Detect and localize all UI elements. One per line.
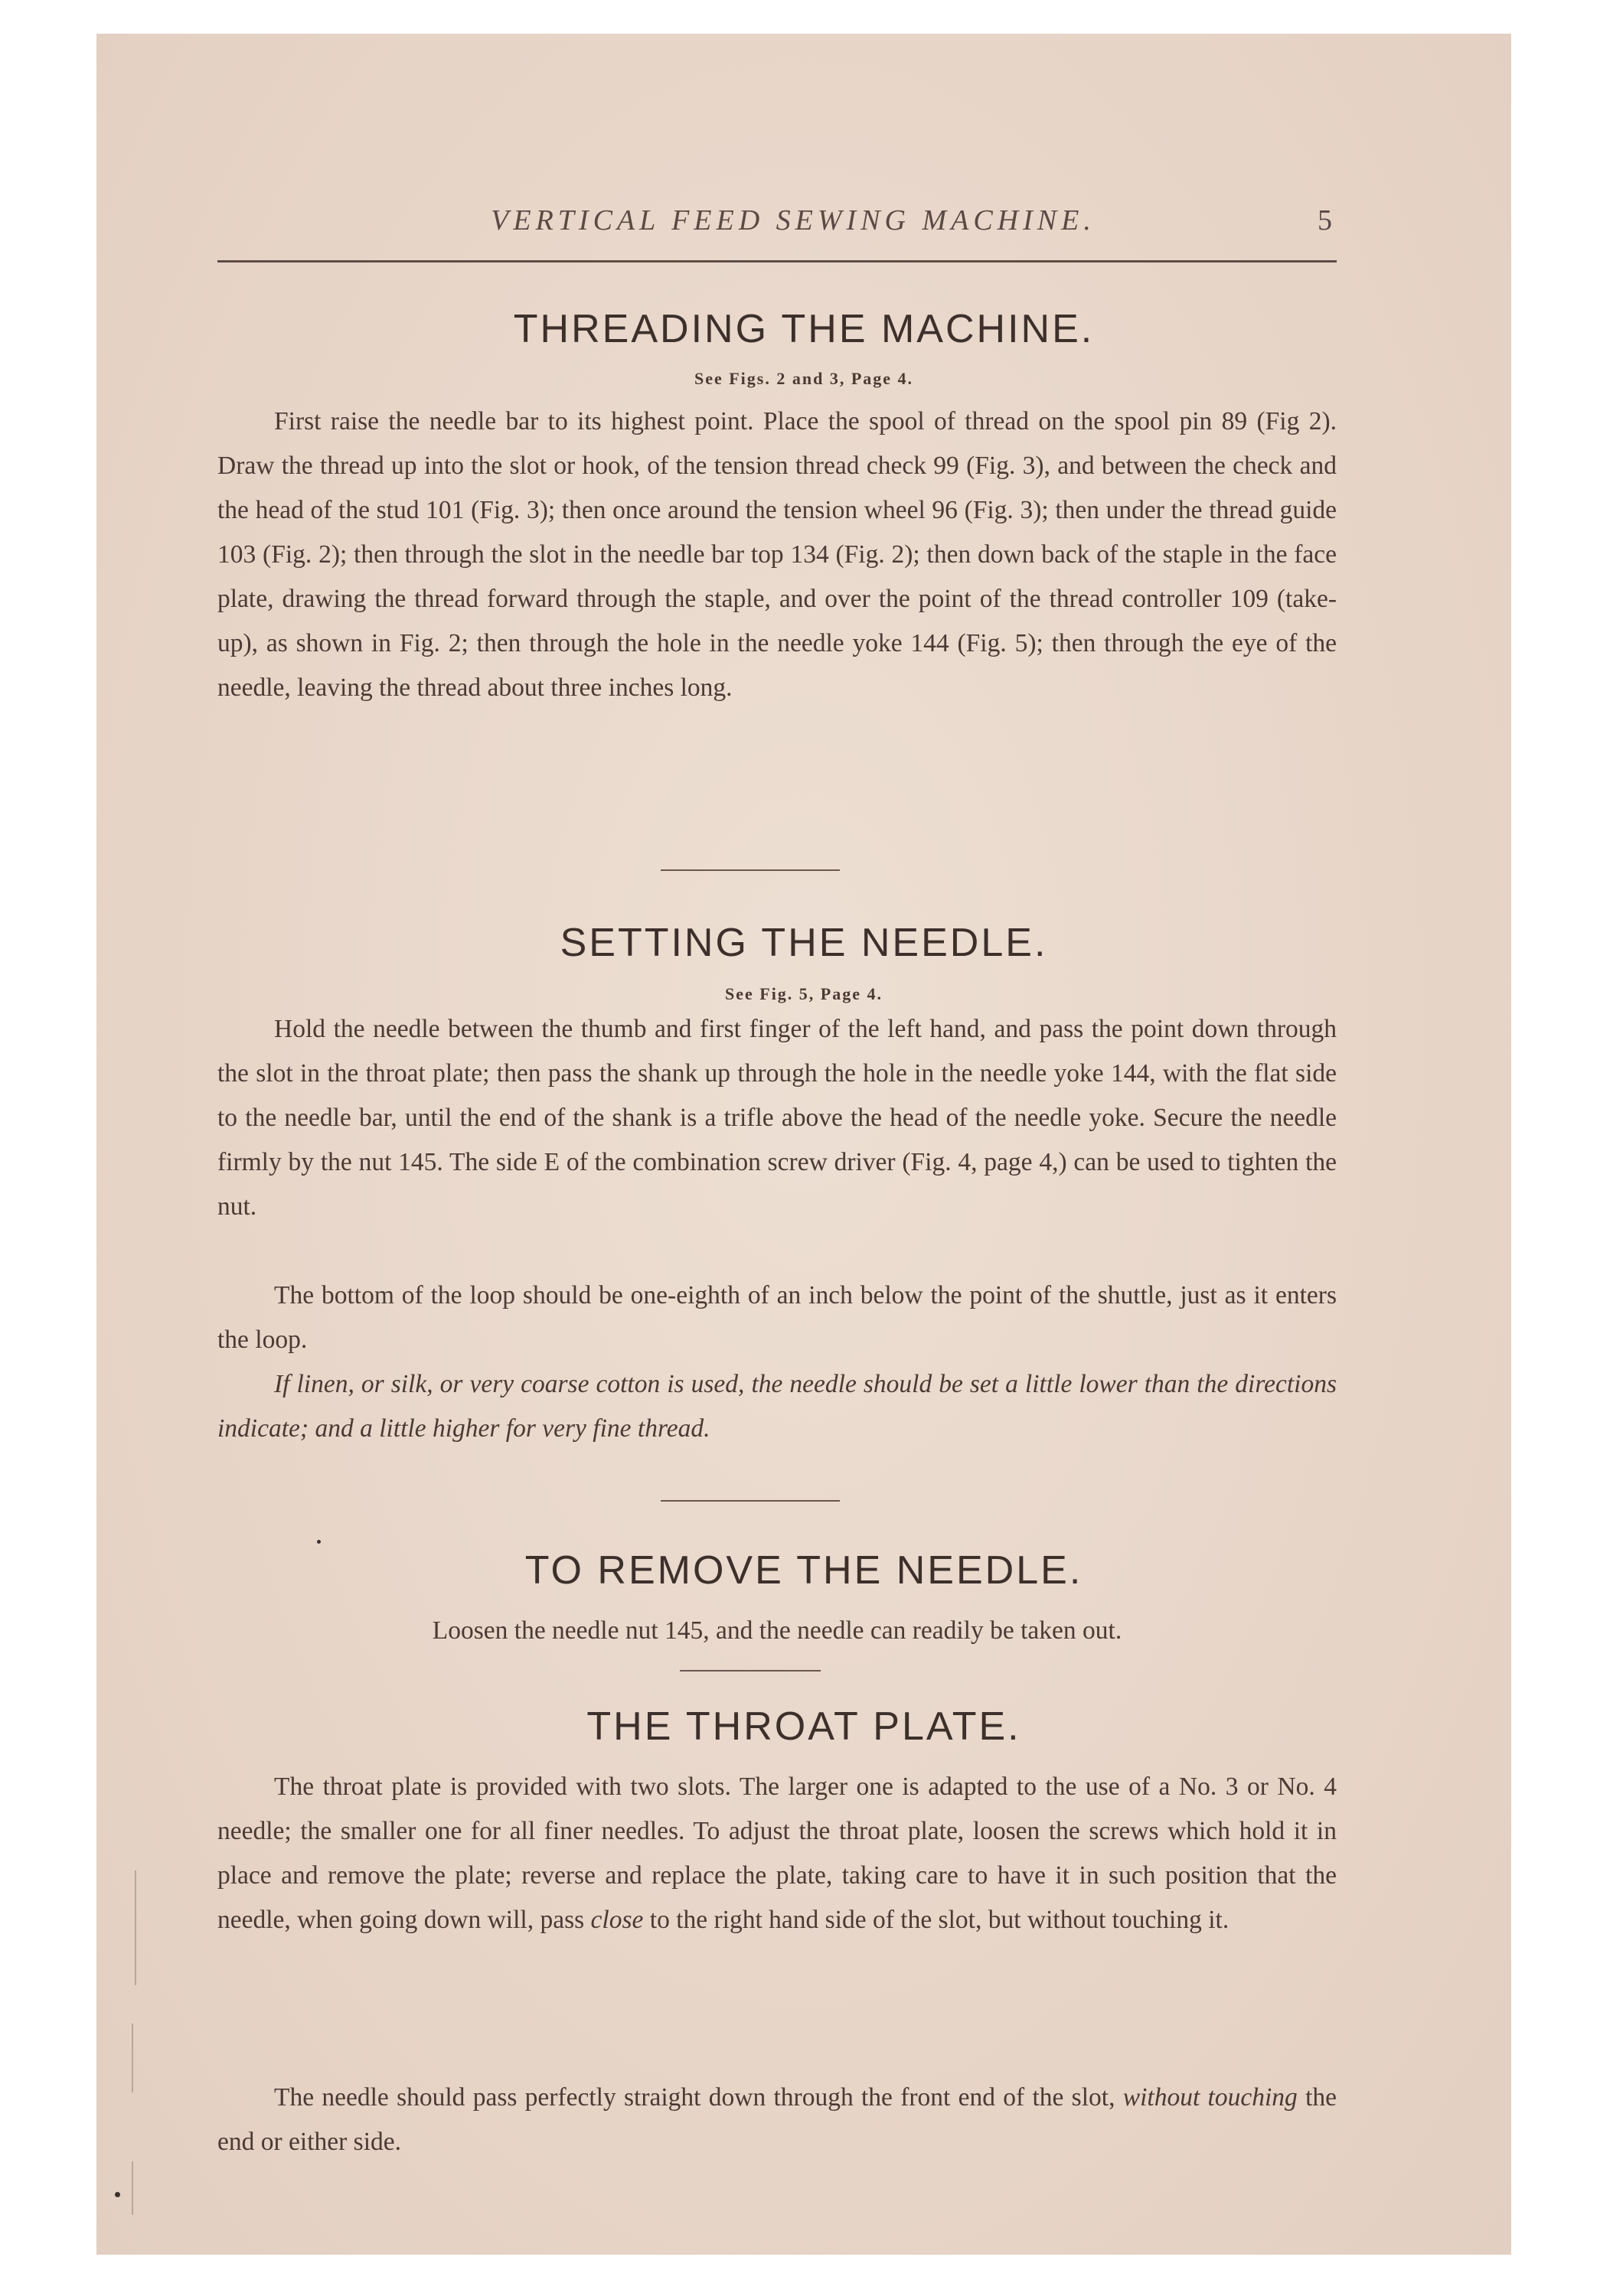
paragraph-throat-plate	[217, 1765, 1337, 1942]
page-number: 5	[1318, 204, 1332, 236]
ink-speck	[115, 2192, 120, 2197]
margin-mark	[135, 1870, 136, 1985]
throat-text-start: The throat plate is provided with two slots. The larger one is adapted to the use of a No. 3 or No. 4 needle; the smaller one for all finer needles. To adjust the throat plate, loosen the screws which hold it in place and remove the plate; reverse and replace the plate, taking care to have it in such position that the needle, when going down will, pass	[217, 1773, 1337, 1934]
emphasis-close: close	[590, 1906, 644, 1934]
ink-speck	[317, 1540, 321, 1544]
header-rule	[217, 260, 1337, 263]
margin-mark	[132, 2024, 133, 2092]
reference-setting-needle: See Fig. 5, Page 4.	[724, 984, 883, 1003]
section-divider	[661, 1500, 840, 1502]
needle-pass-text-start: The needle should pass perfectly straight down through the front end of the slot,	[274, 2083, 1123, 2112]
heading-throat-plate: THE THROAT PLATE.	[586, 1704, 1021, 1749]
section-divider	[680, 1670, 821, 1671]
paragraph-remove-needle: Loosen the needle nut 145, and the needle can readily be taken out.	[432, 1616, 1122, 1645]
margin-mark	[132, 2161, 133, 2215]
paragraph-setting-needle: Hold the needle between the thumb and first finger of the left hand, and pass the point down through the slot in the throat plate; then pass the shank up through the hole in the needle yoke 144, with the flat side to the needle bar, until the end of the shank is a trifle above the head of the needle yoke. Secure the needle firmly by the nut 145. The side E of the combination screw driver (Fig. 4, page 4,) can be used to tighten the nut.	[217, 1015, 1337, 1221]
paragraph-loop-position: The bottom of the loop should be one-eighth of an inch below the point of the shuttle, just as it enters the loop.	[217, 1281, 1337, 1354]
document-page	[96, 34, 1511, 2255]
section-divider	[661, 869, 840, 871]
reference-threading: See Figs. 2 and 3, Page 4.	[694, 369, 914, 388]
heading-setting-needle: SETTING THE NEEDLE.	[560, 921, 1048, 965]
running-title: VERTICAL FEED SEWING MACHINE.	[491, 204, 1096, 236]
throat-text-end: to the right hand side of the slot, but without touching it.	[643, 1906, 1229, 1934]
heading-threading: THREADING THE MACHINE.	[513, 307, 1095, 351]
needle-pass-text-end: the end or either side.	[217, 2083, 1337, 2156]
emphasis-without-touching: without touching	[1122, 2083, 1298, 2112]
paragraph-threading: First raise the needle bar to its highest point. Place the spool of thread on the spool pin 89 (Fig 2). Draw the thread up into the slot or hook, of the tension thread check 99 (Fig. 3), and between the check and the head of the stud 101 (Fig. 3); then once around the tension wheel 96 (Fig. 3); then under the thread guide 103 (Fig. 2); then through the slot in the needle bar top 134 (Fig. 2); then down back of the staple in the face plate, drawing the thread forward through the staple, and over the point of the thread controller 109 (take-up), as shown in Fig. 2; then through the hole in the needle yoke 144 (Fig. 5); then through the eye of the needle, leaving the thread about three inches long.	[217, 407, 1337, 702]
paragraph-italic-note: If linen, or silk, or very coarse cotton is used, the needle should be set a little lower than the directions indicate; and a little higher for very fine thread.	[217, 1370, 1337, 1443]
paragraph-needle-pass	[217, 2076, 1337, 2164]
heading-remove-needle: TO REMOVE THE NEEDLE.	[524, 1548, 1083, 1593]
